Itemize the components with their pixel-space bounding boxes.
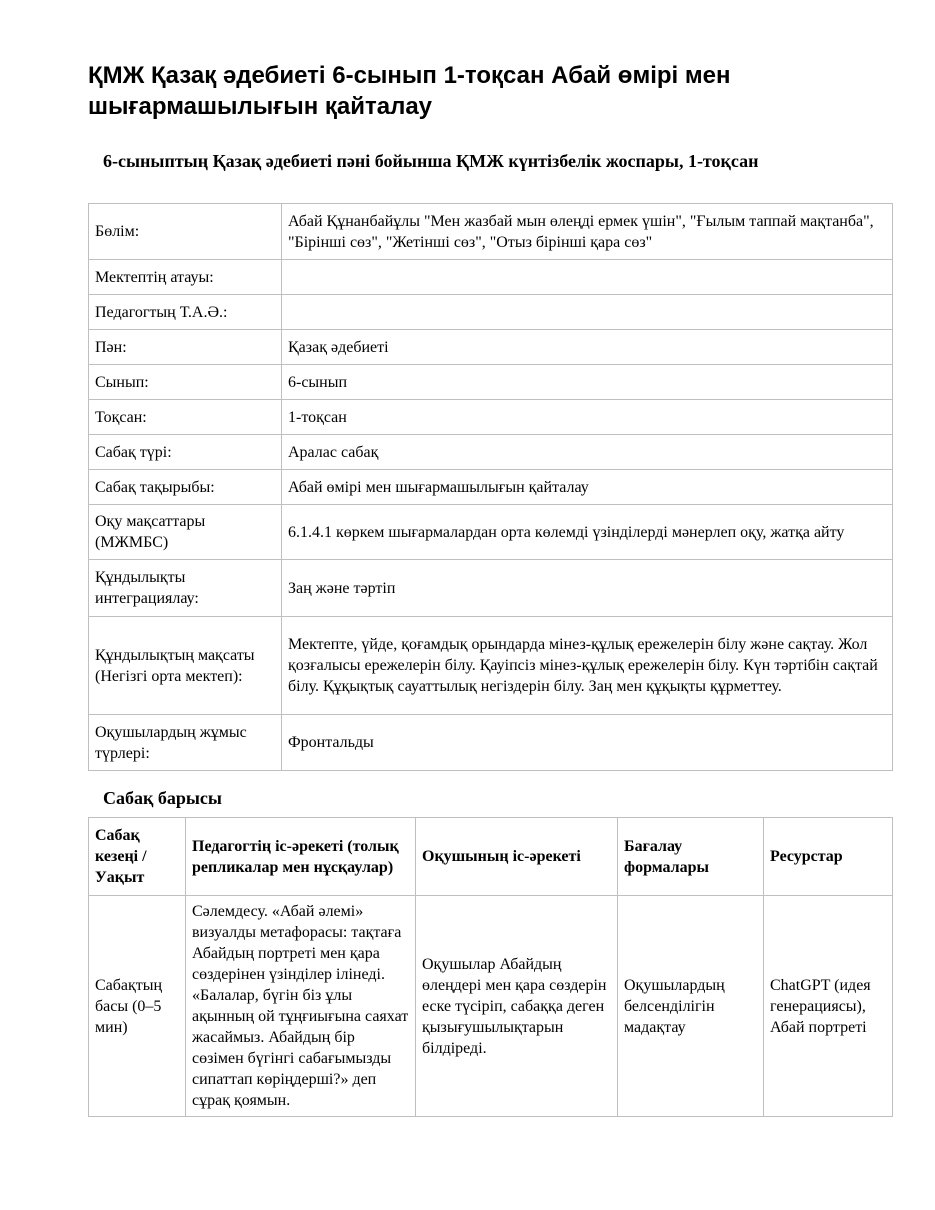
lesson-progress-table — [88, 817, 893, 1117]
info-value: Абай Құнанбайұлы "Мен жазбай мын өлеңді ермек үшін", "Ғылым таппай мақтанба", "Бірінші сөз", "Жетінші сөз", "Отыз бірінші қара сөз" — [282, 204, 893, 260]
info-key: Сабақ тақырыбы: — [89, 470, 282, 505]
table-row — [89, 470, 893, 505]
info-key: Тоқсан: — [89, 400, 282, 435]
info-value: Мектепте, үйде, қоғамдық орындарда мінез-құлық ережелерін білу және сақтау. Жол қозғалысы ережелерін білу. Қауіпсіз мінез-құлық ережелерін білу. Күн тәртібін сақтай білу. Құқықтық сауаттылық негіздерін білу. Заң мен құқықты құрметтеу. — [282, 617, 893, 715]
info-key: Педагогтың Т.А.Ә.: — [89, 295, 282, 330]
table-row — [89, 295, 893, 330]
info-key: Құндылықты интеграциялау: — [89, 560, 282, 617]
teacher-activity-cell: Сәлемдесу. «Абай әлемі» визуалды метафорасы: тақтаға Абайдың портреті мен қара сөздерінен үзінділер ілінеді. «Балалар, бүгін біз ұлы ақынның ой тұңғиығына саяхат жасаймыз. Абайдың бір сөзімен бүгінгі сабағымызды сипаттап көріңдерші?» деп сұрақ қоямын. — [186, 896, 416, 1117]
table-row — [89, 560, 893, 617]
table-row — [89, 896, 893, 1117]
info-key: Мектептің атауы: — [89, 260, 282, 295]
info-value: Заң және тәртіп — [282, 560, 893, 617]
info-value: Фронтальды — [282, 715, 893, 771]
info-key: Құндылықтың мақсаты (Негізгі орта мектеп): — [89, 617, 282, 715]
column-header-stage: Сабақ кезеңі / Уақыт — [89, 818, 186, 896]
student-activity-cell: Оқушылар Абайдың өлеңдері мен қара сөздерін еске түсіріп, сабаққа деген қызығушылықтарын білдіреді. — [416, 896, 618, 1117]
info-value: 6.1.4.1 көркем шығармалардан орта көлемді үзінділерді мәнерлеп оқу, жатқа айту — [282, 505, 893, 560]
column-header-student-activity: Оқушының іс-әрекеті — [416, 818, 618, 896]
lesson-info-table — [88, 203, 893, 771]
table-header-row — [89, 818, 893, 896]
resources-cell: ChatGPT (идея генерациясы), Абай портреті — [764, 896, 893, 1117]
info-value: 1-тоқсан — [282, 400, 893, 435]
table-row — [89, 435, 893, 470]
info-value — [282, 260, 893, 295]
info-value: Қазақ әдебиеті — [282, 330, 893, 365]
table-row — [89, 365, 893, 400]
column-header-teacher-activity: Педагогтің іс-әрекеті (толық репликалар мен нұсқаулар) — [186, 818, 416, 896]
table-row — [89, 505, 893, 560]
lesson-progress-heading: Сабақ барысы — [103, 788, 222, 808]
stage-cell: Сабақтың басы (0–5 мин) — [89, 896, 186, 1117]
table-row — [89, 204, 893, 260]
info-value: Аралас сабақ — [282, 435, 893, 470]
assessment-cell: Оқушылардың белсенділігін мадақтау — [618, 896, 764, 1117]
table-row — [89, 400, 893, 435]
info-value: Абай өмірі мен шығармашылығын қайталау — [282, 470, 893, 505]
table-row — [89, 715, 893, 771]
table-row — [89, 330, 893, 365]
document-title: ҚМЖ Қазақ әдебиеті 6-сынып 1-тоқсан Абай өмірі мен шығармашылығын қайталау — [88, 62, 731, 120]
plan-heading: 6-сыныптың Қазақ әдебиеті пәні бойынша ҚМЖ күнтізбелік жоспары, 1-тоқсан — [103, 151, 759, 171]
info-key: Оқу мақсаттары (МЖМБС) — [89, 505, 282, 560]
table-row — [89, 260, 893, 295]
info-key: Сабақ түрі: — [89, 435, 282, 470]
info-key: Пән: — [89, 330, 282, 365]
column-header-assessment: Бағалау формалары — [618, 818, 764, 896]
table-row — [89, 617, 893, 715]
info-key: Оқушылардың жұмыс түрлері: — [89, 715, 282, 771]
info-key: Бөлім: — [89, 204, 282, 260]
info-key: Сынып: — [89, 365, 282, 400]
column-header-resources: Ресурстар — [764, 818, 893, 896]
info-value: 6-сынып — [282, 365, 893, 400]
info-value — [282, 295, 893, 330]
